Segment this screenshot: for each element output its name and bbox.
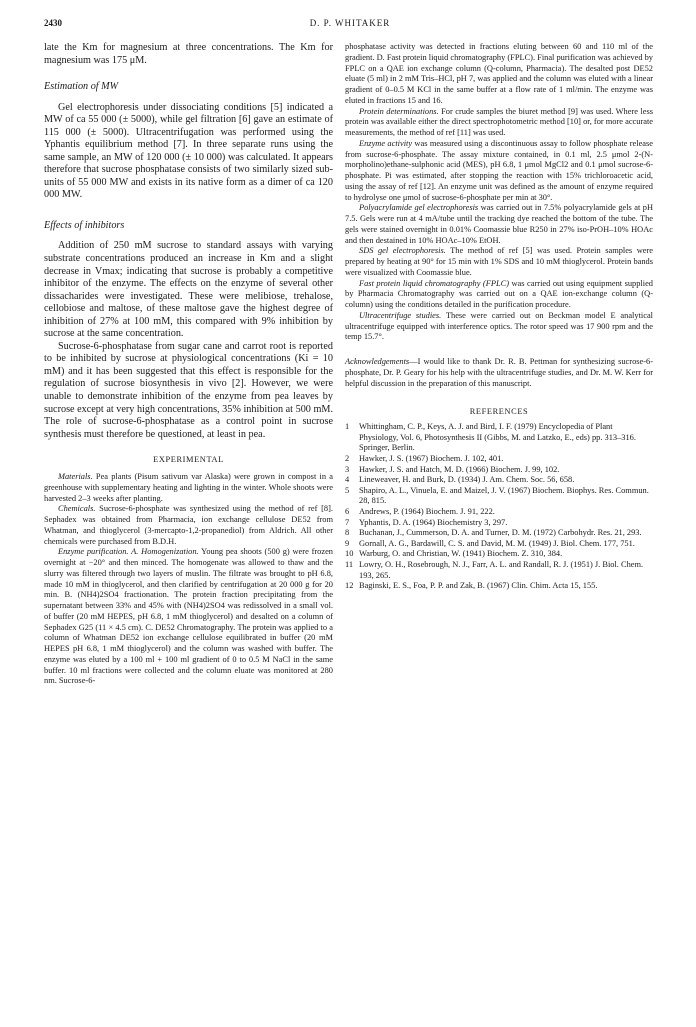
ultracentrifuge-paragraph bbox=[345, 311, 653, 343]
chemicals-paragraph bbox=[44, 504, 333, 547]
reference-number: 6 bbox=[345, 507, 350, 516]
reference-number: 9 bbox=[345, 538, 350, 548]
intro-paragraph: late the Km for magnesium at three concentrations. The Km for magnesium was 175 μM. bbox=[44, 42, 333, 66]
references-list bbox=[345, 422, 653, 592]
fplc-paragraph bbox=[345, 279, 653, 311]
left-column bbox=[44, 42, 333, 687]
page-gel-runin: Polyacrylamide gel electrophoresis bbox=[359, 203, 479, 213]
purification-paragraph bbox=[44, 547, 333, 687]
reference-number: 2 bbox=[345, 454, 350, 464]
mw-heading: Estimation of MW bbox=[44, 81, 119, 93]
inhibitors-paragraph-1: Addition of 250 mM sucrose to standard assays with varying substrate concentrations produced an increase in Km and a slight decrease in Vmax; indicating that sucrose is probably a competitive inhibitor of the enzyme. The effects on the enzyme of several other dissacharides were investigated. These were melibiose, trehalose, cellobiose and maltose, of these maltose gave the highest degree of inhibition of 27% at 100 mM, this compared with 9% inhibition by sucrose at the same concentration. bbox=[44, 240, 333, 340]
reference-text: Hawker, J. S. (1967) Biochem. J. 102, 401. bbox=[359, 454, 504, 464]
references-heading: REFERENCES bbox=[469, 407, 529, 417]
fplc-purification-paragraph: phosphatase activity was detected in fractions eluting between 60 and 110 ml of the gradient. D. Fast protein liquid chromatography (FPLC). Final purification was achieved by FPLC on a QAE ion exchange column (Q-column, Pharmacia). The desalted post DE52 eluate (5 ml) in 2 mM Tris–HCl, pH 7, was applied and the column was eluted with a linear gradient of 0–0.5 M KCl in the same buffer at a flow rate of 1 ml/min. The enzyme was eluted in fractions 15 and 16. bbox=[345, 42, 653, 105]
sds-paragraph bbox=[345, 246, 653, 278]
reference-text: Gornall, A. G., Bardawill, C. S. and David, M. M. (1949) J. Biol. Chem. 177, 751. bbox=[359, 538, 635, 548]
reference-item bbox=[345, 465, 653, 476]
reference-text: Lowry, O. H., Rosebrough, N. J., Farr, A. L. and Randall, R. J. (1951) J. Biol. Chem. 193, 265. bbox=[359, 559, 644, 580]
sds-runin: SDS gel electrophoresis. bbox=[359, 246, 446, 256]
right-column bbox=[345, 42, 653, 592]
assay-text: was measured using a discontinuous assay to follow phosphate release from sucrose-6-phosphate. The assay mixture contained, in 0.1 ml, 2.5 μmol 2-(N-morpholino)ethane-sulphonic acid (MES), pH 6.8, 1 μmol MgCl2 and 0.1 μmol sucrose-6-phosphate. Pi was estimated, after stopping the reaction with 15% trichloroacetic acid, using the assay of ref [12]. An enzyme unit was defined as the amount of enzyme required to hydrolyse one μmol of sucrose-6-phosphate per min at 30°. bbox=[345, 138, 653, 202]
acknowledgements-runin: Acknowledgements bbox=[345, 357, 410, 366]
reference-number: 10 bbox=[345, 549, 354, 559]
assay-runin: Enzyme activity bbox=[359, 138, 413, 148]
protein-text: For crude samples the biuret method [9] was used. Where less protein was available either the direct spectrophotometric method [10] or, for more accurate measurements, the method of ref [11] was used. bbox=[345, 106, 653, 137]
reference-item bbox=[345, 518, 653, 529]
acknowledgements-text: —I would like to thank Dr. R. B. Pettman for synthesizing sucrose-6-phosphate, Dr. P. Geary for his help with the ultracentrifuge studies, and Dr. M. W. Kerr for helpful discussion in the preparation of this manuscript. bbox=[345, 357, 653, 388]
reference-number: 12 bbox=[345, 581, 354, 591]
reference-text: Shapiro, A. L., Vinuela, E. and Maizel, J. V. (1967) Biochem. Biophys. Res. Commun. 28, 815. bbox=[359, 485, 649, 506]
reference-number: 5 bbox=[345, 485, 350, 495]
inhibitors-paragraph-2: Sucrose-6-phosphatase from sugar cane and carrot root is reported to be inhibited by sucrose at physiological concentrations (Ki = 10 mM) and it has been suggested that this effect is responsible for the regulation of sucrose biosynthesis in vivo [2]. However, we were unable to demonstrate inhibition of the enzyme from pea leaves by sucrose except at very high concentrations, 35% inhibition at 500 mM. The role of sucrose-6-phosphatase as a control point in sucrose synthesis must therefore be questioned, at least in pea. bbox=[44, 340, 333, 440]
reference-text: Whittingham, C. P., Keys, A. J. and Bird, I. F. (1979) Encyclopedia of Plant Physiology, Vol. 6, Photosynthesis II (Gibbs, M. and Latzko, E., eds) pp. 313–316. Springer, Berlin. bbox=[359, 422, 636, 453]
reference-text: Buchanan, J., Cummerson, D. A. and Turner, D. M. (1972) Carbohydr. Res. 21, 293. bbox=[359, 528, 642, 538]
sds-text: The method of ref [5] was used. Protein samples were prepared by heating at 90° for 15 min with 1% SDS and 10 mM thioglycerol. Protein bands were visualized with Coomassie blue. bbox=[345, 246, 653, 277]
materials-paragraph bbox=[44, 472, 333, 504]
reference-number: 3 bbox=[345, 464, 350, 474]
protein-paragraph bbox=[345, 107, 653, 139]
reference-number: 11 bbox=[345, 559, 354, 569]
reference-text: Baginski, E. S., Foa, P. P. and Zak, B. (1967) Clin. Chim. Acta 15, 155. bbox=[359, 581, 598, 591]
reference-text: Hawker, J. S. and Hatch, M. D. (1966) Biochem. J. 99, 102. bbox=[359, 464, 560, 474]
reference-number: 4 bbox=[345, 475, 350, 485]
chemicals-text: Sucrose-6-phosphate was synthesized using the method of ref [8]. Sephadex was obtained from Pharmacia, ion exchange cellulose DE52 from Whatman, and thioglycerol (3-mercapto-1,2-propanediol) from Aldrich. All other chemicals were purchased from B.D.H. bbox=[44, 504, 333, 546]
reference-item bbox=[345, 549, 653, 560]
materials-runin: Materials. bbox=[58, 472, 93, 482]
experimental-heading: EXPERIMENTAL bbox=[153, 455, 224, 465]
ultracentrifuge-text: These were carried out on Beckman model E analytical ultracentrifuge equipped with interference optics. The rotor speed was 17 900 rpm and the temp 15.7°. bbox=[345, 310, 653, 342]
reference-number: 1 bbox=[345, 422, 350, 432]
reference-item bbox=[345, 581, 653, 592]
reference-item bbox=[345, 560, 653, 581]
acknowledgements-paragraph bbox=[345, 357, 653, 389]
reference-text: Lineweaver, H. and Burk, D. (1934) J. Am. Chem. Soc. 56, 658. bbox=[359, 475, 575, 485]
running-header bbox=[44, 18, 656, 32]
protein-runin: Protein determinations. bbox=[359, 106, 439, 116]
inhibitors-heading: Effects of inhibitors bbox=[44, 219, 125, 231]
chemicals-runin: Chemicals. bbox=[58, 504, 96, 514]
reference-item bbox=[345, 454, 653, 465]
assay-paragraph bbox=[345, 139, 653, 204]
reference-item bbox=[345, 475, 653, 486]
reference-text: Andrews, P. (1964) Biochem. J. 91, 222. bbox=[359, 507, 495, 516]
page-gel-text: was carried out in 7.5% polyacrylamide gels at pH 7.5. Gels were run at 4 mA/tube until the tracking dye reached the bottom of the tube. The gels were stained overnight in 0.01% Coomassie blue R250 in 27% iso-PrOH–10% HOAc and then destained in 10% HOAc–10% EtOH. bbox=[345, 203, 653, 245]
reference-item bbox=[345, 528, 653, 539]
materials-text: Pea plants (Pisum sativum var Alaska) were grown in compost in a greenhouse with supplementary heating and lighting in the winter. Whole shoots were harvested 2–3 weeks after planting. bbox=[44, 472, 333, 503]
fplc-runin: Fast protein liquid chromatography (FPLC) bbox=[359, 278, 509, 288]
reference-number: 8 bbox=[345, 528, 350, 538]
purification-runin: Enzyme purification. A. Homogenization. bbox=[58, 547, 199, 557]
reference-item bbox=[345, 486, 653, 507]
mw-paragraph: Gel electrophoresis under dissociating conditions [5] indicated a MW of ca 55 000 (± 5000), while gel filtration [6] gave an estimate of 115 000 (± 5000). Ultracentrifugation was performed using the Yphantis equilibrium method [7]. In three separate runs using the same sample, an MW of 120 000 (± 10 000) was calculated. It appears therefore that sucrose phosphatase consists of two similarly sized sub-units of 55 000 MW and exists in its native form as a dimer of ca 120 000 MW. bbox=[44, 101, 333, 201]
reference-item bbox=[345, 507, 653, 518]
purification-text: Young pea shoots (500 g) were frozen overnight at −20° and then minced. The homogenate was allowed to thaw and the slurry was filtered through two layers of muslin. The filtrate was brought to pH 6.8, made 10 mM in thioglycerol, and then clarified by centrifugation at 20 000 g for 20 min. B. (NH4)2SO4 fractionation. The protein fraction precipitating from the supernatant between 33% and 45% with (NH4)2SO4 was redissolved in a small vol. of buffer (20 mM HEPES, pH 6.8, 1 mM thioglycerol) and desalted on a column of Sephadex G25 (11 × 4.5 cm). C. DE52 Chromatography. The protein was applied to a column of Whatman DE52 ion exchange cellulose equilibrated in buffer (20 mM HEPES pH 6.8, 1 mM thioglycerol) and the column was washed with buffer. The enzyme was eluted by a 100 ml + 100 ml gradient of 0 to 0.5 M NaCl in the same buffer. 10 ml fractions were collected and the column eluate was monitored at 280 nm. Sucrose-6- bbox=[44, 547, 333, 686]
page-number: 2430 bbox=[44, 18, 62, 28]
reference-text: Yphantis, D. A. (1964) Biochemistry 3, 297. bbox=[359, 517, 508, 527]
reference-item bbox=[345, 422, 653, 454]
reference-number: 7 bbox=[345, 517, 350, 527]
reference-text: Warburg, O. and Christian, W. (1941) Biochem. Z. 310, 384. bbox=[359, 549, 563, 559]
page-gel-paragraph bbox=[345, 203, 653, 246]
ultracentrifuge-runin: Ultracentrifuge studies. bbox=[359, 310, 442, 320]
fplc-text: was carried out using equipment supplied by Pharmacia Chromatography was carried out on a QAE ion-exchange column (Q-column) using the conditions detailed in the purification procedure. bbox=[345, 278, 653, 309]
reference-item bbox=[345, 539, 653, 550]
running-author: D. P. WHITAKER bbox=[309, 18, 391, 28]
